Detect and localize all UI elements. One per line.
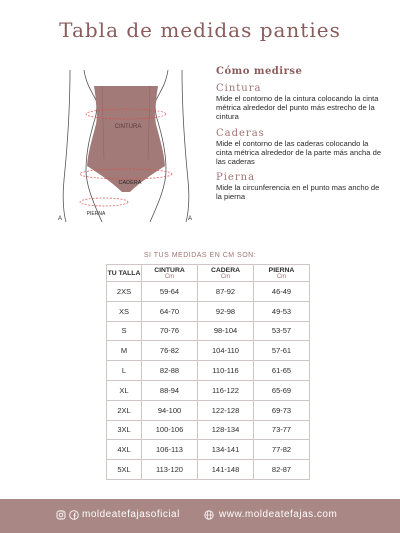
measure-cell: 73-77 [254,420,310,440]
globe-icon [204,510,214,520]
table-row [107,341,310,361]
hip-instructions: Mide el contorno de las caderas colocando la cinta métrica alrededor de la parte más ancha de las caderas [216,138,382,167]
size-cell: 5XL [107,460,142,480]
measure-cell: 106-113 [142,440,198,460]
social-handle-text: moldeatefajasoficial [82,509,180,520]
measure-cell: 92-98 [198,301,254,321]
measure-cell: 94-100 [142,400,198,420]
corner-mark-left: A [58,216,63,222]
instagram-icon [56,510,66,520]
table-row [107,420,310,440]
table-row [107,321,310,341]
table-header-row [107,265,310,282]
measure-cell: 122-128 [198,400,254,420]
table-row [107,361,310,381]
header-hip: CADERA Cm [198,265,254,282]
measure-cell: 59-64 [142,282,198,302]
size-cell: M [107,341,142,361]
size-cell: 2XL [107,400,142,420]
measure-cell: 116-122 [198,380,254,400]
table-row [107,440,310,460]
size-cell: XS [107,301,142,321]
page-title: Tabla de medidas panties [59,18,341,42]
how-to-measure [216,66,386,202]
measure-cell: 76-82 [142,341,198,361]
measure-cell: 87-92 [198,282,254,302]
measure-cell: 141-148 [198,460,254,480]
size-cell: L [107,361,142,381]
facebook-icon [69,510,79,520]
measure-cell: 69-73 [254,400,310,420]
corner-mark-right: A [188,216,193,222]
measure-cell: 61-65 [254,361,310,381]
measure-cell: 113-120 [142,460,198,480]
measure-cell: 134-141 [198,440,254,460]
leg-label: PIERNA [86,211,106,217]
table-row [107,301,310,321]
size-cell: 3XL [107,420,142,440]
website-text: www.moldeatefajas.com [219,509,338,520]
measure-cell: 70-76 [142,321,198,341]
size-cell: S [107,321,142,341]
measure-cell: 57-61 [254,341,310,361]
measure-cell: 49-53 [254,301,310,321]
measure-cell: 128-134 [198,420,254,440]
size-table [106,264,310,480]
header-waist: CINTURA Cm [142,265,198,282]
footer-bar [0,499,400,533]
table-row [107,282,310,302]
garment-shape [87,86,165,192]
measure-cell: 65-69 [254,380,310,400]
measure-cell: 98-104 [198,321,254,341]
social-handle[interactable] [56,509,180,520]
measure-cell: 100-106 [142,420,198,440]
table-subtitle: SI TUS MEDIDAS EN CM SON: [143,252,257,259]
size-cell: 2XS [107,282,142,302]
header-size: TU TALLA [107,265,142,282]
measure-cell: 82-87 [254,460,310,480]
hip-heading: Caderas [216,127,265,139]
measure-cell: 82-88 [142,361,198,381]
measure-cell: 64-70 [142,301,198,321]
measure-cell: 110-116 [198,361,254,381]
waist-instructions: Mide el contorno de la cintura colocando la cinta métrica alrededor del punto más estrecho de la cintura [216,94,379,122]
figure-illustration [56,70,196,222]
leg-instructions: Mide la circunferencia en el punto mas ancho de la pierna [216,183,380,202]
measure-cell: 88-94 [142,380,198,400]
size-cell: 4XL [107,440,142,460]
header-leg: PIERNA Cm [254,265,310,282]
leg-heading: Pierna [216,172,256,184]
measure-cell: 77-82 [254,440,310,460]
hip-label: CADERA [118,180,142,186]
waist-label: CINTURA [114,124,142,130]
size-cell: XL [107,380,142,400]
table-row [107,380,310,400]
table-row [107,460,310,480]
measure-cell: 46-49 [254,282,310,302]
how-to-title: Cómo medirse [216,66,303,77]
table-row [107,400,310,420]
measure-cell: 104-110 [198,341,254,361]
measure-cell: 53-57 [254,321,310,341]
website-link[interactable] [204,509,337,520]
waist-heading: Cintura [216,83,262,94]
body-figure [56,70,196,222]
